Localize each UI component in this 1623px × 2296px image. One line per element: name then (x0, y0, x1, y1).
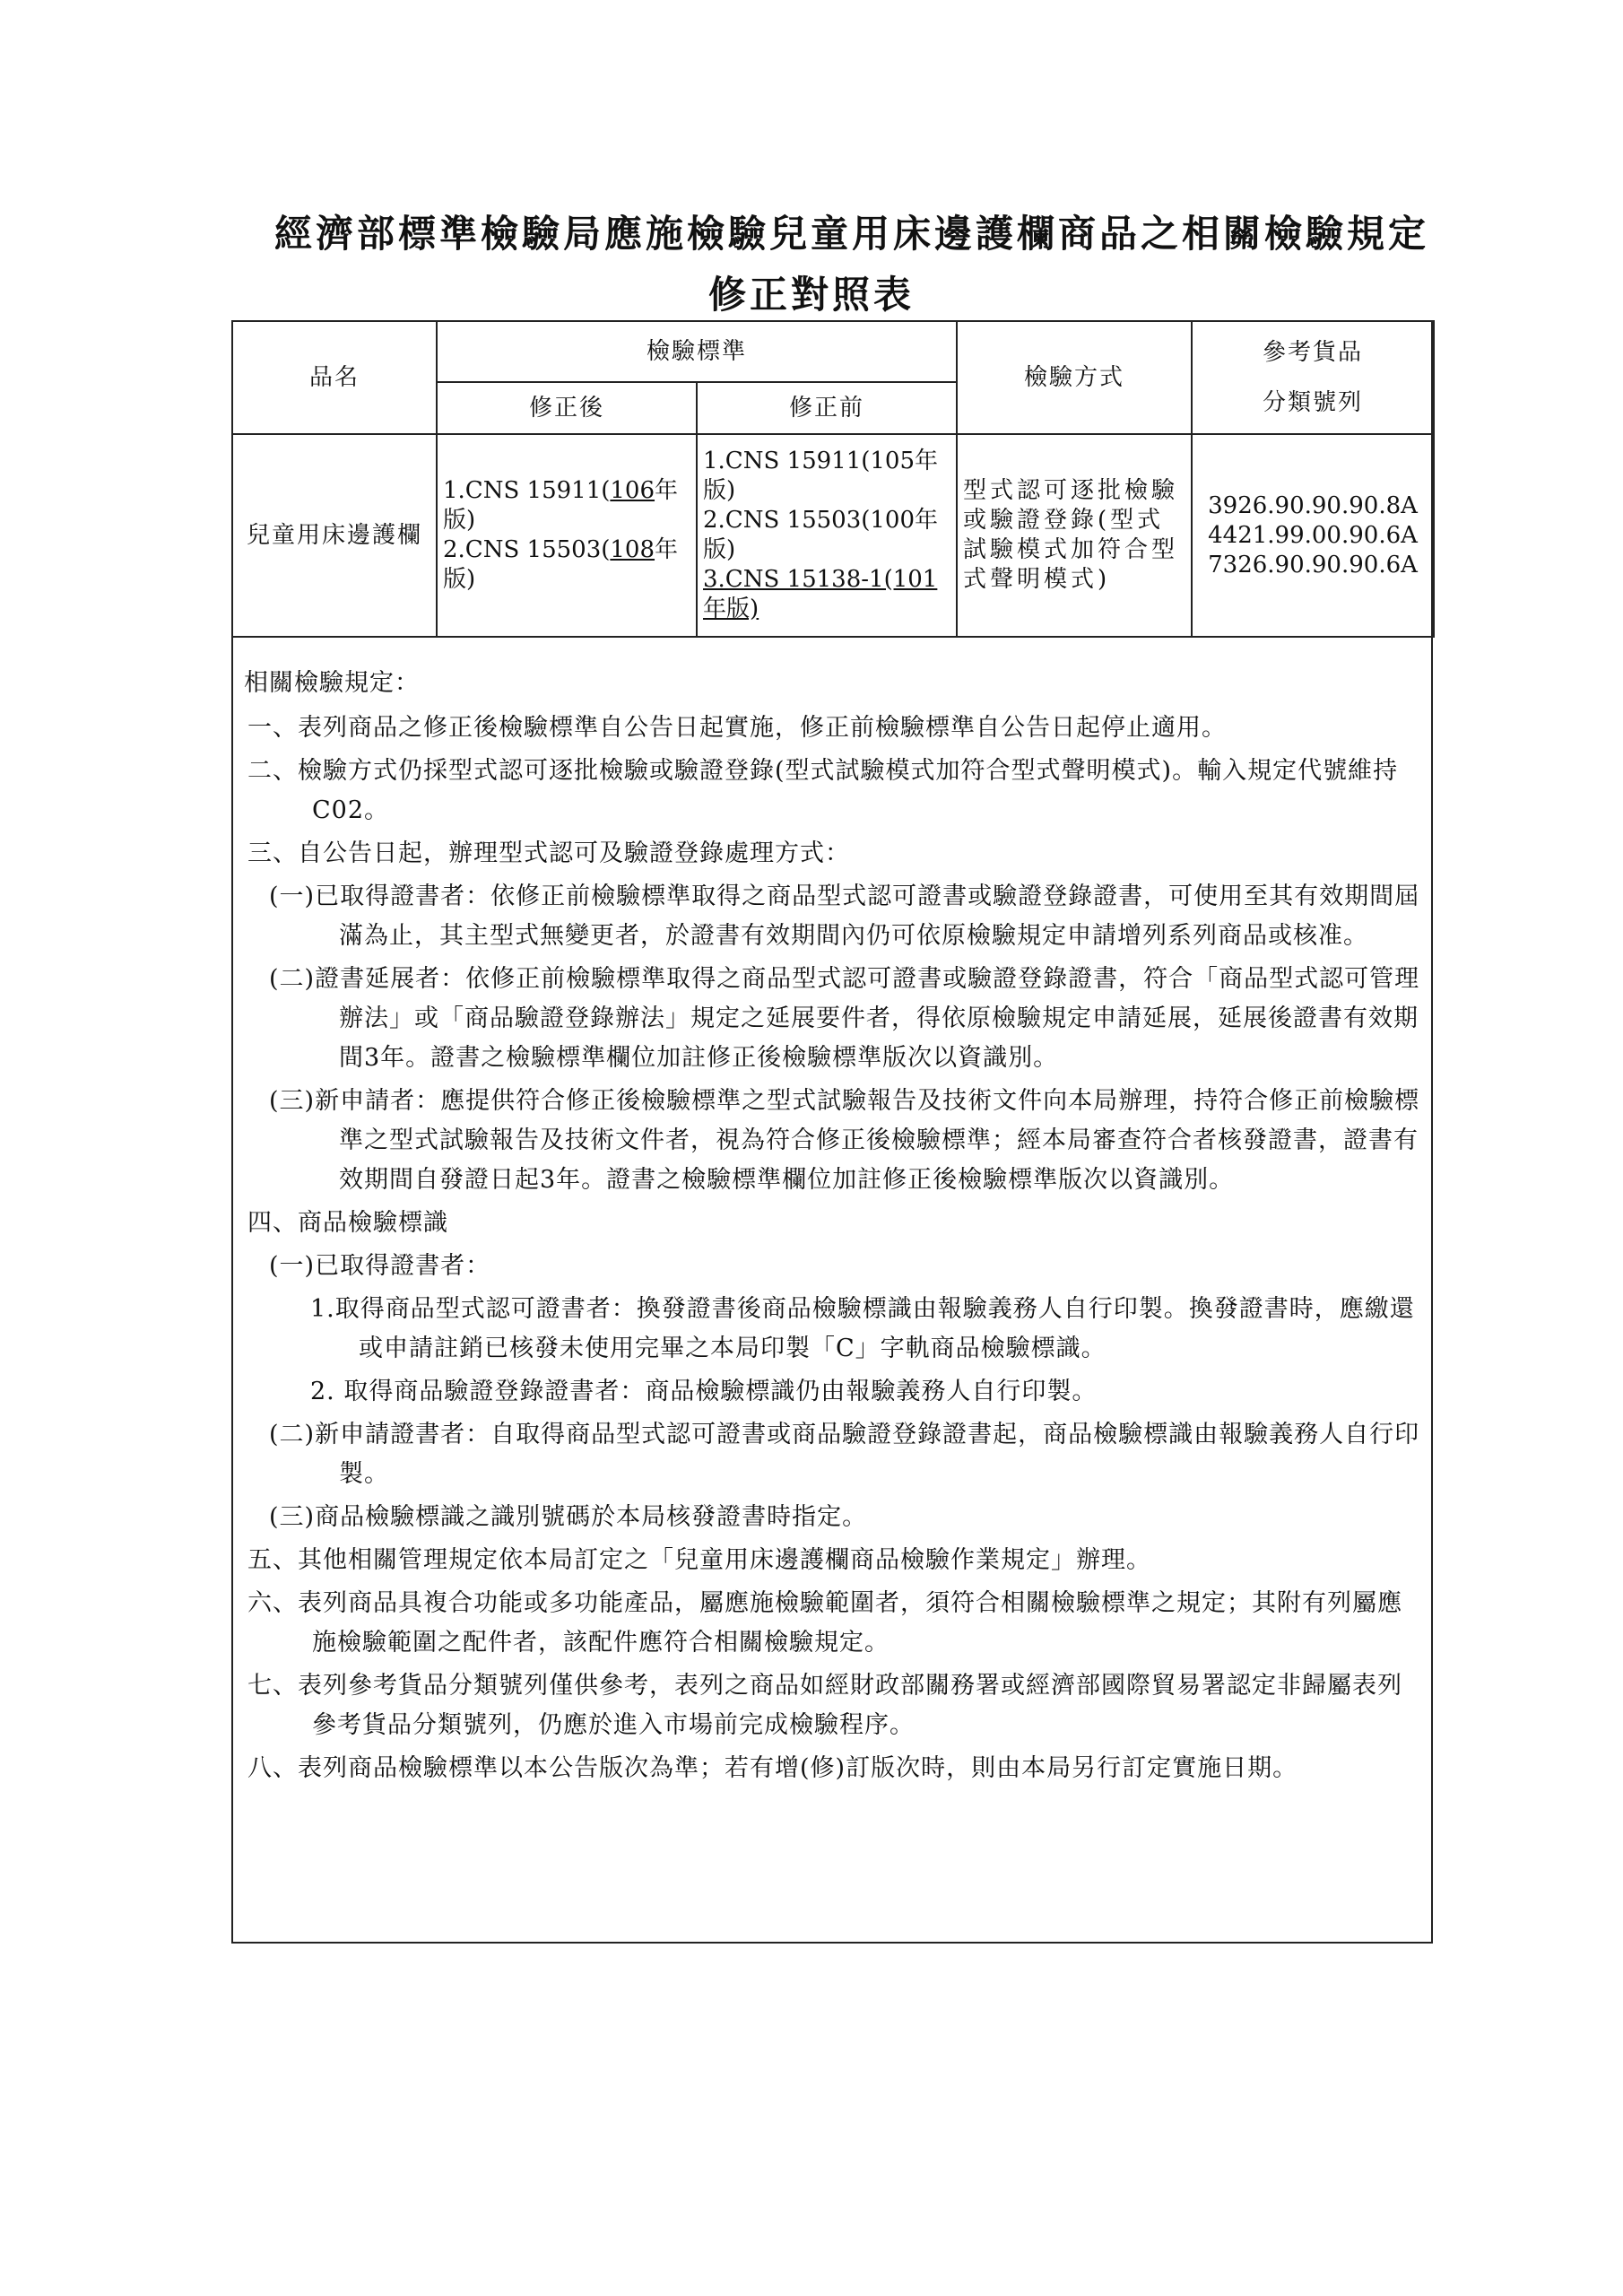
rule-8: 八、表列商品檢驗標準以本公告版次為準；若有增(修)訂版次時，則由本局另行訂定實施日期。 (247, 1754, 1298, 1782)
header-before: 修正前 (697, 382, 957, 434)
rule-5: 五、其他相關管理規定依本局訂定之「兒童用床邊護欄商品檢驗作業規定」辦理。 (247, 1546, 1151, 1574)
tariff-code-2: 4421.99.00.90.6A (1208, 521, 1418, 549)
document-title: 經濟部標準檢驗局應施檢驗兒童用床邊護欄商品之相關檢驗規定 (273, 212, 1429, 256)
standard-before-item-2: 2.CNS 15503(100年版) (703, 507, 939, 563)
rule-2: 二、檢驗方式仍採型式認可逐批檢驗或驗證登錄(型式試驗模式加符合型式聲明模式)。輸入規定代號維持C02。 (247, 757, 1399, 824)
document-subtitle: 修正對照表 (707, 273, 915, 317)
rule-4-1: (一)已取得證書者： (269, 1252, 491, 1280)
standard-before-item-3: 3.CNS 15138-1(101年版) (703, 566, 938, 622)
tariff-cell (1192, 434, 1434, 637)
header-tariff (1192, 321, 1434, 434)
rule-4-3: (三)商品檢驗標識之識別號碼於本局核發證書時指定。 (269, 1503, 868, 1531)
inspection-rules (244, 664, 1426, 1792)
rule-3-3: (三)新申請者：應提供符合修正後檢驗標準之型式試驗報告及技術文件向本局辦理，持符合修正前檢驗標準之型式試驗報告及技術文件者，視為符合修正後檢驗標準；經本局審查符合者核發證書，證書有效期間自發證日起3年。證書之檢驗標準欄位加註修正後檢驗標準版次以資識別。 (269, 1087, 1420, 1194)
standard-before-item-1: 1.CNS 15911(105年版) (703, 448, 939, 504)
rule-4-1-1: 1.取得商品型式認可證書者：換發證書後商品檢驗標識由報驗義務人自行印製。換發證書時，應繳還或申請註銷已核發未使用完畢之本局印製「C」字軌商品檢驗標識。 (310, 1295, 1415, 1362)
header-standard: 檢驗標準 (437, 321, 957, 382)
product-name-cell: 兒童用床邊護欄 (232, 434, 437, 637)
rule-3: 三、自公告日起，辦理型式認可及驗證登錄處理方式： (247, 839, 850, 867)
header-tariff-line2: 分類號列 (1263, 389, 1364, 416)
rule-3-1: (一)已取得證書者：依修正前檢驗標準取得之商品型式認可證書或驗證登錄證書，可使用至其有效期間屆滿為止，其主型式無變更者，於證書有效期間內仍可依原檢驗規定申請增列系列商品或核准。 (269, 883, 1420, 950)
header-tariff-line1: 參考貨品 (1263, 339, 1364, 366)
rule-4-2: (二)新申請證書者：自取得商品型式認可證書或商品驗證登錄證書起，商品檢驗標識由報驗義務人自行印製。 (269, 1421, 1420, 1488)
standard-after-cell (437, 434, 697, 637)
tariff-code-3: 7326.90.90.90.6A (1208, 551, 1418, 578)
rule-7: 七、表列參考貨品分類號列僅供參考，表列之商品如經財政部關務署或經濟部國際貿易署認定非歸屬表列參考貨品分類號列，仍應於進入市場前完成檢驗程序。 (247, 1672, 1402, 1739)
header-method: 檢驗方式 (957, 321, 1192, 434)
method-cell: 型式認可逐批檢驗或驗證登錄(型式試驗模式加符合型式聲明模式) (957, 434, 1192, 637)
rules-heading: 相關檢驗規定： (244, 669, 420, 697)
standard-before-cell (697, 434, 957, 637)
header-product-name: 品名 (232, 321, 437, 434)
rule-4-1-2: 2. 取得商品驗證登錄證書者：商品檢驗標識仍由報驗義務人自行印製。 (310, 1378, 1098, 1405)
tariff-code-1: 3926.90.90.90.8A (1208, 491, 1418, 519)
standard-after-item-2: 2.CNS 15503(108年版) (443, 536, 679, 593)
rule-3-2: (二)證書延展者：依修正前檢驗標準取得之商品型式認可證書或驗證登錄證書，符合「商品型式認可管理辦法」或「商品驗證登錄辦法」規定之延展要件者，得依原檢驗規定申請延展，延展後證書有效期間3年。證書之檢驗標準欄位加註修正後檢驗標準版次以資識別。 (269, 965, 1420, 1072)
rule-1: 一、表列商品之修正後檢驗標準自公告日起實施，修正前檢驗標準自公告日起停止適用。 (247, 714, 1227, 742)
rule-6: 六、表列商品具複合功能或多功能產品，屬應施檢驗範圍者，須符合相關檢驗標準之規定；其附有列屬應施檢驗範圍之配件者，該配件應符合相關檢驗規定。 (247, 1589, 1402, 1657)
header-after: 修正後 (437, 382, 697, 434)
comparison-table (231, 320, 1435, 638)
rule-4: 四、商品檢驗標識 (247, 1209, 448, 1237)
standard-after-item-1: 1.CNS 15911(106年版) (443, 477, 679, 534)
